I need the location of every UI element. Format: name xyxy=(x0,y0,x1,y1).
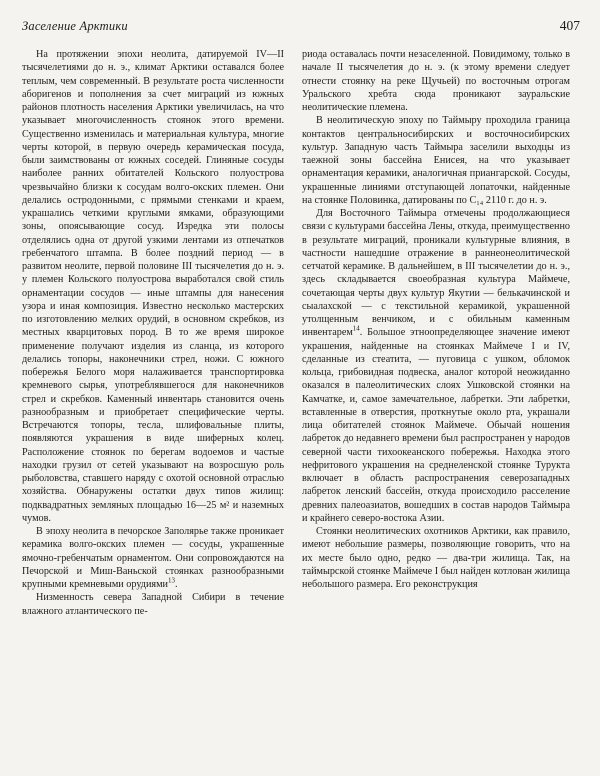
footnote-ref: 13 xyxy=(168,576,176,585)
footnote-ref: 14 xyxy=(352,324,360,333)
paragraph-text: . xyxy=(175,579,178,590)
running-head: Заселение Арктики xyxy=(22,19,128,33)
paragraph: На протяжении эпохи неолита, датируемой IV—II тысячелетиями до н. э., климат Арктики оставался более теплым, чем современный. В результате роста численности аборигенов и пополнения за счет миграций из южных районов плотность населения Арктики увеличилась, на что указывает многочисленность стоянок этого времени. Существенно изменилась и материальная культура, многие черты которой, в первую очередь керамическая посуда, были заимствованы от южных соседей. Глиняные сосуды наиболее ранних обитателей Кольского полуострова чрезвычайно близки к сосудам волго-окских племен. Они делались остродонными, с прямыми стенками и краем, украшались четкими круглыми ямками, образующими зоны, опоясывающие сосуд. Изредка эти полосы отделялись одна от другой узкими лентами из отпечатков гребенчатого штампа. В более поздний период — в развитом неолите, первой половине III тысячелетия до н. э. у племен Кольского полуострова выработался свой стиль орнаментации сосудов — иные штампы для нанесения узора и иная композиция. Известно несколько мастерских по изготовлению мелких орудий, в основном скребков, из местных кварцитовых пород. В то же время широкое применение получают изделия из сланца, из которого делались топоры, наконечники стрел, ножи. С южного побережья Белого моря налаживается транспортировка кремневого сырья, употреблявшегося для наконечников стрел и скребков. Каменный инвентарь становится очень разнообразным и приобретает специфические черты. Встречаются топоры, тесла, шлифовальные плиты, появляются украшения в виде шиферных колец. Расположение стоянок по берегам водоемов и частые находки грузил от сетей указывают на возросшую роль рыболовства, ставшего наряду с охотой основной отраслью хозяйства. Обнаружены остатки двух типов жилищ: подквадратных земляных площадью 16—25 м² и наземных чумов. xyxy=(22,49,284,524)
paragraph: Низменность севера Западной Сибири в течение влажного атлантического пе- xyxy=(22,592,284,617)
paragraph-text: . Большое этноопределяющее значение имеют украшения, найденные на стоянках Маймече I и IV, сделанные из стеатита, — пуговица с ушком, обломок кольца, грибовидная подвеска, аналог которой неожиданно оказался в палеолитических слоях Ушковской стоянки на Камчатке, и, самое замечательное, лабретки. Эти лабретки, вставленные в отверстия, проткнутые около рта, украшали лица обитателей стоянок Маймече. Обычай ношения лабреток до недавнего времени был распространен у народов северной части тихоокеанского побережья. Находка этого нефритового украшения на среднеленской стоянке Турукта включает в область распространения северозападных лабреток ленский бассейн, откуда происходило расселение древних палеоазиатов, вошедших в состав народов Таймыра и крайнего северо-востока Азии. xyxy=(302,327,570,524)
left-column xyxy=(22,48,284,770)
page-number: 407 xyxy=(559,18,580,33)
paragraph: Стоянки неолитических охотников Арктики, как правило, имеют небольшие размеры, позволяющие говорить, что на их месте было одно, редко — два-три жилища. Так, на таймырской стоянке Маймече I был найден котлован жилища небольшого размера. Его реконструкция xyxy=(302,526,570,590)
paragraph-text: Для Восточного Таймыра отмечены продолжающиеся связи с культурами бассейна Лены, откуда, преимущественно в результате миграций, проникали культурные влияния, в частности нашедшие отражение в раннеонеолитической сетчатой керамике. В дальнейшем, в III тысячелетии до н. э., здесь складывается своеобразная культура Маймече, сочетающая черты двух культур Якутии — белькачинской и сыалахской — с текстильной керамикой, украшенной утолщенным венчиком, и с обильным каменным инвентарем xyxy=(302,208,570,339)
paragraph: В неолитическую эпоху по Таймыру проходила граница контактов центральносибирских и восточносибирских культур. Западную часть Таймыра заселили выходцы из таежной зоны бассейна Енисея, на что указывает орнаментация керамики, аналогичная приангарской. Сосуды, украшенные линиями отступающей лопаточки, найденные на стоянке Половинка, датированы по C₁₄ 2110 г. до н. э. xyxy=(302,115,570,206)
paragraph xyxy=(302,207,570,525)
paragraph-text: В эпоху неолита в печорское Заполярье также проникает керамика волго-окских племен — сосуды, украшенные ямочно-гребенчатым орнаментом. Они сопровождаются на Печорской и Миш-Ваньской стоянках разнообразными крупными кремневыми орудиями xyxy=(22,526,284,590)
paragraph xyxy=(22,525,284,591)
page-header xyxy=(22,18,580,38)
paragraph: риода оставалась почти незаселенной. Повидимому, только в начале II тысячелетия до н. э. (к этому времени следует отнести стоянку на реке Щучьей) по восточным отрогам Уральского хребта сюда проникают зауральские неолитические племена. xyxy=(302,49,570,113)
right-column xyxy=(302,48,570,770)
